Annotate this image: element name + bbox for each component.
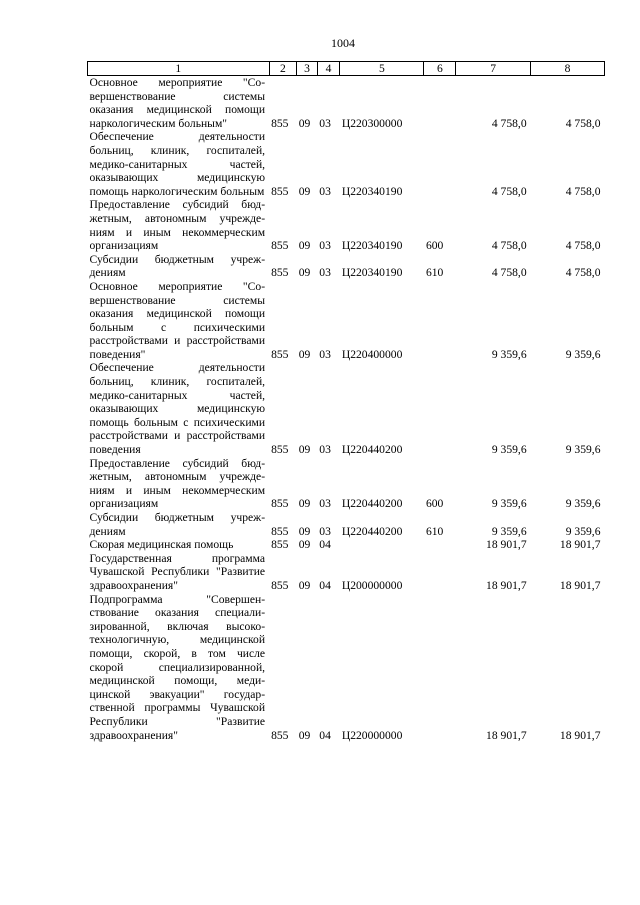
row-name: Обеспечение деятельности больниц, клиник, госпиталей, медико-санитарных частей, оказывающих медицинскую помощь наркологическим больным [89,130,266,198]
row-ved-code: 855 [271,239,289,253]
row-name: Обеспечение деятельности больниц, клиник, госпиталей, медико-санитарных частей, оказывающих медицинскую помощь больным с психическими расстройствами и расстройствами поведения [89,361,266,457]
table-row [88,538,605,552]
row-expense-type-code [424,76,456,131]
row-expense-type-code: 610 [425,266,444,280]
column-header: 5 [340,62,424,76]
table-row [88,552,605,593]
row-amount-2: 4 758,0 [565,239,601,253]
row-expense-type-code [424,593,456,743]
row-amount-2: 4 758,0 [565,266,601,280]
row-name: Предоставление субсидий бюджетным, автономным учреждениям и иным некоммерческим организациям [89,456,266,511]
row-ved-code: 855 [271,347,289,361]
row-amount-1: 9 359,6 [491,524,527,538]
row-subsection-code: 04 [319,578,331,592]
row-subsection-code: 04 [319,728,331,742]
row-amount-1: 4 758,0 [491,116,527,130]
row-expense-type-code [424,130,456,198]
row-name: Основное мероприятие "Совершенствование системы оказания медицинской помощи больным с психическими расстройствами и расстройствами поведения" [89,279,266,361]
row-target-article-code: Ц220300000 [341,116,403,130]
row-target-article-code: Ц220340190 [341,239,403,253]
column-header: 4 [317,62,340,76]
row-expense-type-code [424,361,456,456]
table-row [88,593,605,743]
row-section-code: 09 [298,239,311,253]
row-section-code: 09 [298,524,311,538]
table-row [88,511,605,538]
row-amount-1: 18 901,7 [486,578,527,592]
row-amount-1: 9 359,6 [491,347,527,361]
column-header: 6 [424,62,456,76]
row-amount-2: 18 901,7 [559,578,601,592]
row-subsection-code: 03 [319,239,331,253]
table-row [88,280,605,362]
table-body [88,76,605,743]
table-row [88,253,605,280]
row-amount-1: 9 359,6 [491,497,527,511]
row-target-article-code: Ц220440200 [341,524,403,538]
row-amount-1: 18 901,7 [486,728,527,742]
row-section-code: 09 [298,497,311,511]
row-subsection-code: 03 [319,184,331,198]
row-amount-1: 4 758,0 [491,266,527,280]
row-amount-1: 4 758,0 [491,239,527,253]
row-subsection-code: 03 [319,116,331,130]
row-amount-2: 9 359,6 [565,443,601,457]
row-ved-code: 855 [271,578,289,592]
row-section-code: 09 [298,538,311,552]
table-row [88,457,605,511]
row-section-code: 09 [298,443,311,457]
row-expense-type-code [424,552,456,593]
row-target-article-code: Ц220340190 [341,266,403,280]
row-expense-type-code: 600 [425,497,444,511]
row-ved-code: 855 [271,497,289,511]
column-header: 3 [297,62,318,76]
row-amount-2: 4 758,0 [565,116,601,130]
row-amount-2: 18 901,7 [559,538,601,552]
row-ved-code: 855 [271,538,289,552]
row-expense-type-code [424,280,456,362]
row-amount-2: 9 359,6 [565,524,601,538]
row-section-code: 09 [298,728,311,742]
row-target-article-code: Ц220400000 [341,347,403,361]
row-amount-2: 18 901,7 [559,728,601,742]
column-header: 1 [88,62,270,76]
row-expense-type-code: 600 [425,239,444,253]
row-subsection-code: 03 [319,497,331,511]
budget-table [87,61,605,742]
table-header [88,62,605,76]
row-target-article-code: Ц220340190 [341,184,403,198]
table-row [88,361,605,456]
row-subsection-code: 03 [319,347,331,361]
row-target-article-code: Ц220440200 [341,443,403,457]
row-section-code: 09 [298,578,311,592]
row-amount-1: 18 901,7 [486,538,527,552]
row-target-article-code: Ц220440200 [341,497,403,511]
table-row [88,76,605,131]
row-subsection-code: 03 [319,266,331,280]
row-target-article-code: Ц220000000 [341,728,403,742]
row-name: Субсидии бюджетным учреждениям [89,252,266,280]
row-section-code: 09 [298,266,311,280]
row-subsection-code: 03 [319,524,331,538]
row-ved-code: 855 [271,116,289,130]
row-section-code: 09 [298,116,311,130]
row-ved-code: 855 [271,266,289,280]
column-header: 8 [531,62,605,76]
page-number: 1004 [331,36,355,50]
row-amount-2: 4 758,0 [565,184,601,198]
row-ved-code: 855 [271,184,289,198]
table-row [88,198,605,252]
row-section-code: 09 [298,184,311,198]
row-target-article-code: Ц200000000 [341,578,403,592]
row-name: Субсидии бюджетным учреждениям [89,511,266,538]
row-name: Государственная программа Чувашской Республики "Развитие здравоохранения" [89,551,266,592]
row-amount-1: 9 359,6 [491,443,527,457]
row-ved-code: 855 [271,728,289,742]
row-name: Подпрограмма "Совершенствование оказания специализированной, включая высокотехнологичную, медицинской помощи, скорой, в том числе скорой специализированной, медицинской помощи, медицинской эвакуации" государственной программы Чувашской Республики "Развитие здравоохранения" [89,592,266,742]
row-expense-type-code: 610 [425,524,444,538]
row-name: Скорая медицинская помощь [89,538,234,552]
row-name: Основное мероприятие "Совершенствование системы оказания медицинской помощи наркологическим больным" [89,76,266,130]
row-name: Предоставление субсидий бюджетным, автономным учреждениям и иным некоммерческим организациям [89,198,266,253]
row-subsection-code: 03 [319,443,331,457]
row-amount-2: 9 359,6 [565,497,601,511]
row-amount-2: 9 359,6 [565,347,601,361]
row-expense-type-code [424,538,456,552]
row-ved-code: 855 [271,524,289,538]
column-header: 2 [269,62,297,76]
row-amount-1: 4 758,0 [491,184,527,198]
row-target-article-code [340,538,424,552]
column-header: 7 [456,62,531,76]
row-ved-code: 855 [271,443,289,457]
row-section-code: 09 [298,347,311,361]
table-row [88,130,605,198]
row-subsection-code: 04 [319,538,331,552]
